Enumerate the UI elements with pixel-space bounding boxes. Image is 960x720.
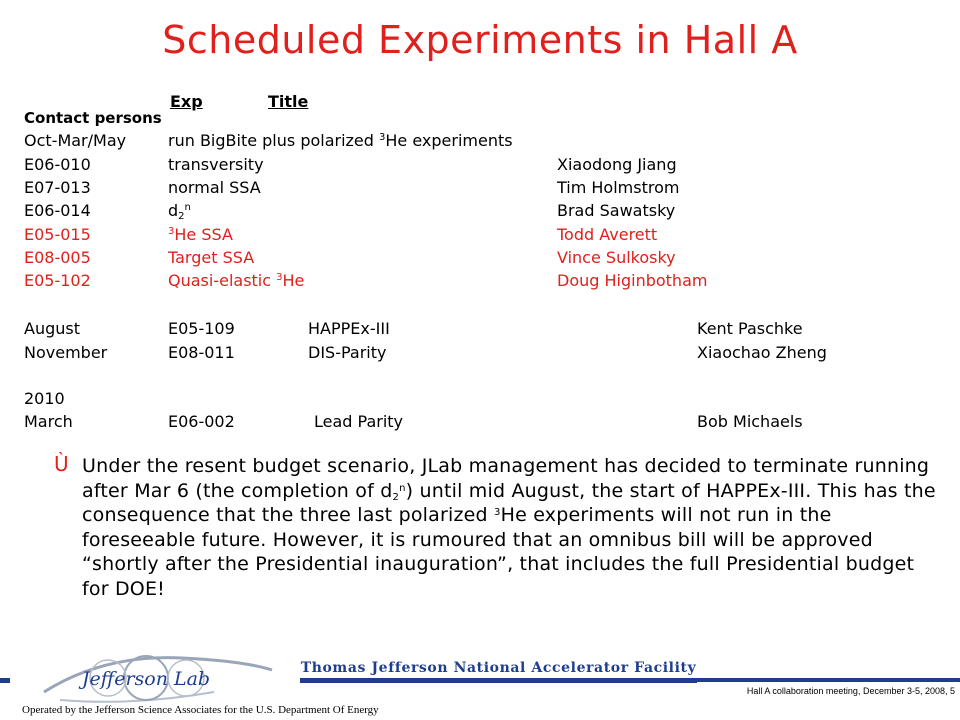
table-row: E06-014 (24, 201, 91, 220)
footer-bar-left (0, 678, 10, 683)
row-contact: Doug Higinbotham (557, 271, 708, 290)
schedule-exp: E08-011 (168, 343, 235, 362)
schedule-title: DIS-Parity (308, 343, 387, 362)
header-contact-persons: Contact persons (24, 109, 162, 127)
bullet-paragraph: Under the resent budget scenario, JLab management has decided to terminate running after Mar 6 (the completion of $d_2^n$) until mid August, the start of HAPPEx-III. This has the consequence that the three last polarized $^3$He experiments will not run in the foreseeable future. However, it is rumoured that an omnibus bill will be approved “shortly after the Presidential inauguration”, that includes the full Presidential budget for DOE! (82, 455, 936, 600)
row-title: Target SSA (168, 248, 255, 267)
schedule-exp: E05-109 (168, 319, 235, 338)
row-title: $d_2^n$ (168, 201, 191, 222)
schedule-title: HAPPEx-III (308, 319, 390, 338)
table-row: E06-010 (24, 155, 91, 174)
header-exp: Exp (170, 92, 203, 111)
schedule-month: March (24, 412, 73, 431)
meeting-info: Hall A collaboration meeting, December 3-5, 2008, 5 (746, 686, 955, 696)
schedule-month: August (24, 319, 80, 338)
row-period: Oct-Mar/May (24, 131, 127, 150)
schedule-month: November (24, 343, 108, 362)
schedule-exp: E06-002 (168, 412, 235, 431)
header-title: Title (268, 92, 309, 111)
table-row: E08-005 (24, 248, 91, 267)
facility-name: Thomas Jefferson National Accelerator Facility (300, 660, 697, 676)
logo-text: Jefferson Lab (81, 668, 211, 690)
schedule-year: 2010 (24, 389, 65, 408)
footer-bar-right (697, 678, 960, 682)
slide-title: Scheduled Experiments in Hall A (162, 18, 798, 62)
row-description: run BigBite plus polarized $^3$He experiments (168, 131, 513, 150)
table-row (24, 130, 126, 152)
row-contact: Vince Sulkosky (557, 248, 676, 267)
schedule-contact: Kent Paschke (697, 319, 803, 338)
row-title: normal SSA (168, 178, 261, 197)
jefferson-lab-logo (14, 648, 284, 710)
row-contact: Tim Holmstrom (557, 178, 680, 197)
footer-bar (300, 678, 697, 683)
row-title: Quasi-elastic $^3$He (168, 271, 305, 290)
table-row: E05-015 (24, 225, 91, 244)
operated-by-note: Operated by the Jefferson Science Associates for the U.S. Department Of Energy (22, 704, 379, 716)
bullet-icon: Ù (54, 452, 69, 476)
row-contact: Todd Averett (557, 225, 658, 244)
row-title: transversity (168, 155, 264, 174)
schedule-title: Lead Parity (314, 412, 404, 431)
schedule-contact: Xiaochao Zheng (697, 343, 827, 362)
table-row: E07-013 (24, 178, 91, 197)
row-contact: Xiaodong Jiang (557, 155, 677, 174)
schedule-contact: Bob Michaels (697, 412, 803, 431)
row-title: $^3$He SSA (168, 225, 233, 244)
table-row: E05-102 (24, 271, 91, 290)
row-contact: Brad Sawatsky (557, 201, 676, 220)
